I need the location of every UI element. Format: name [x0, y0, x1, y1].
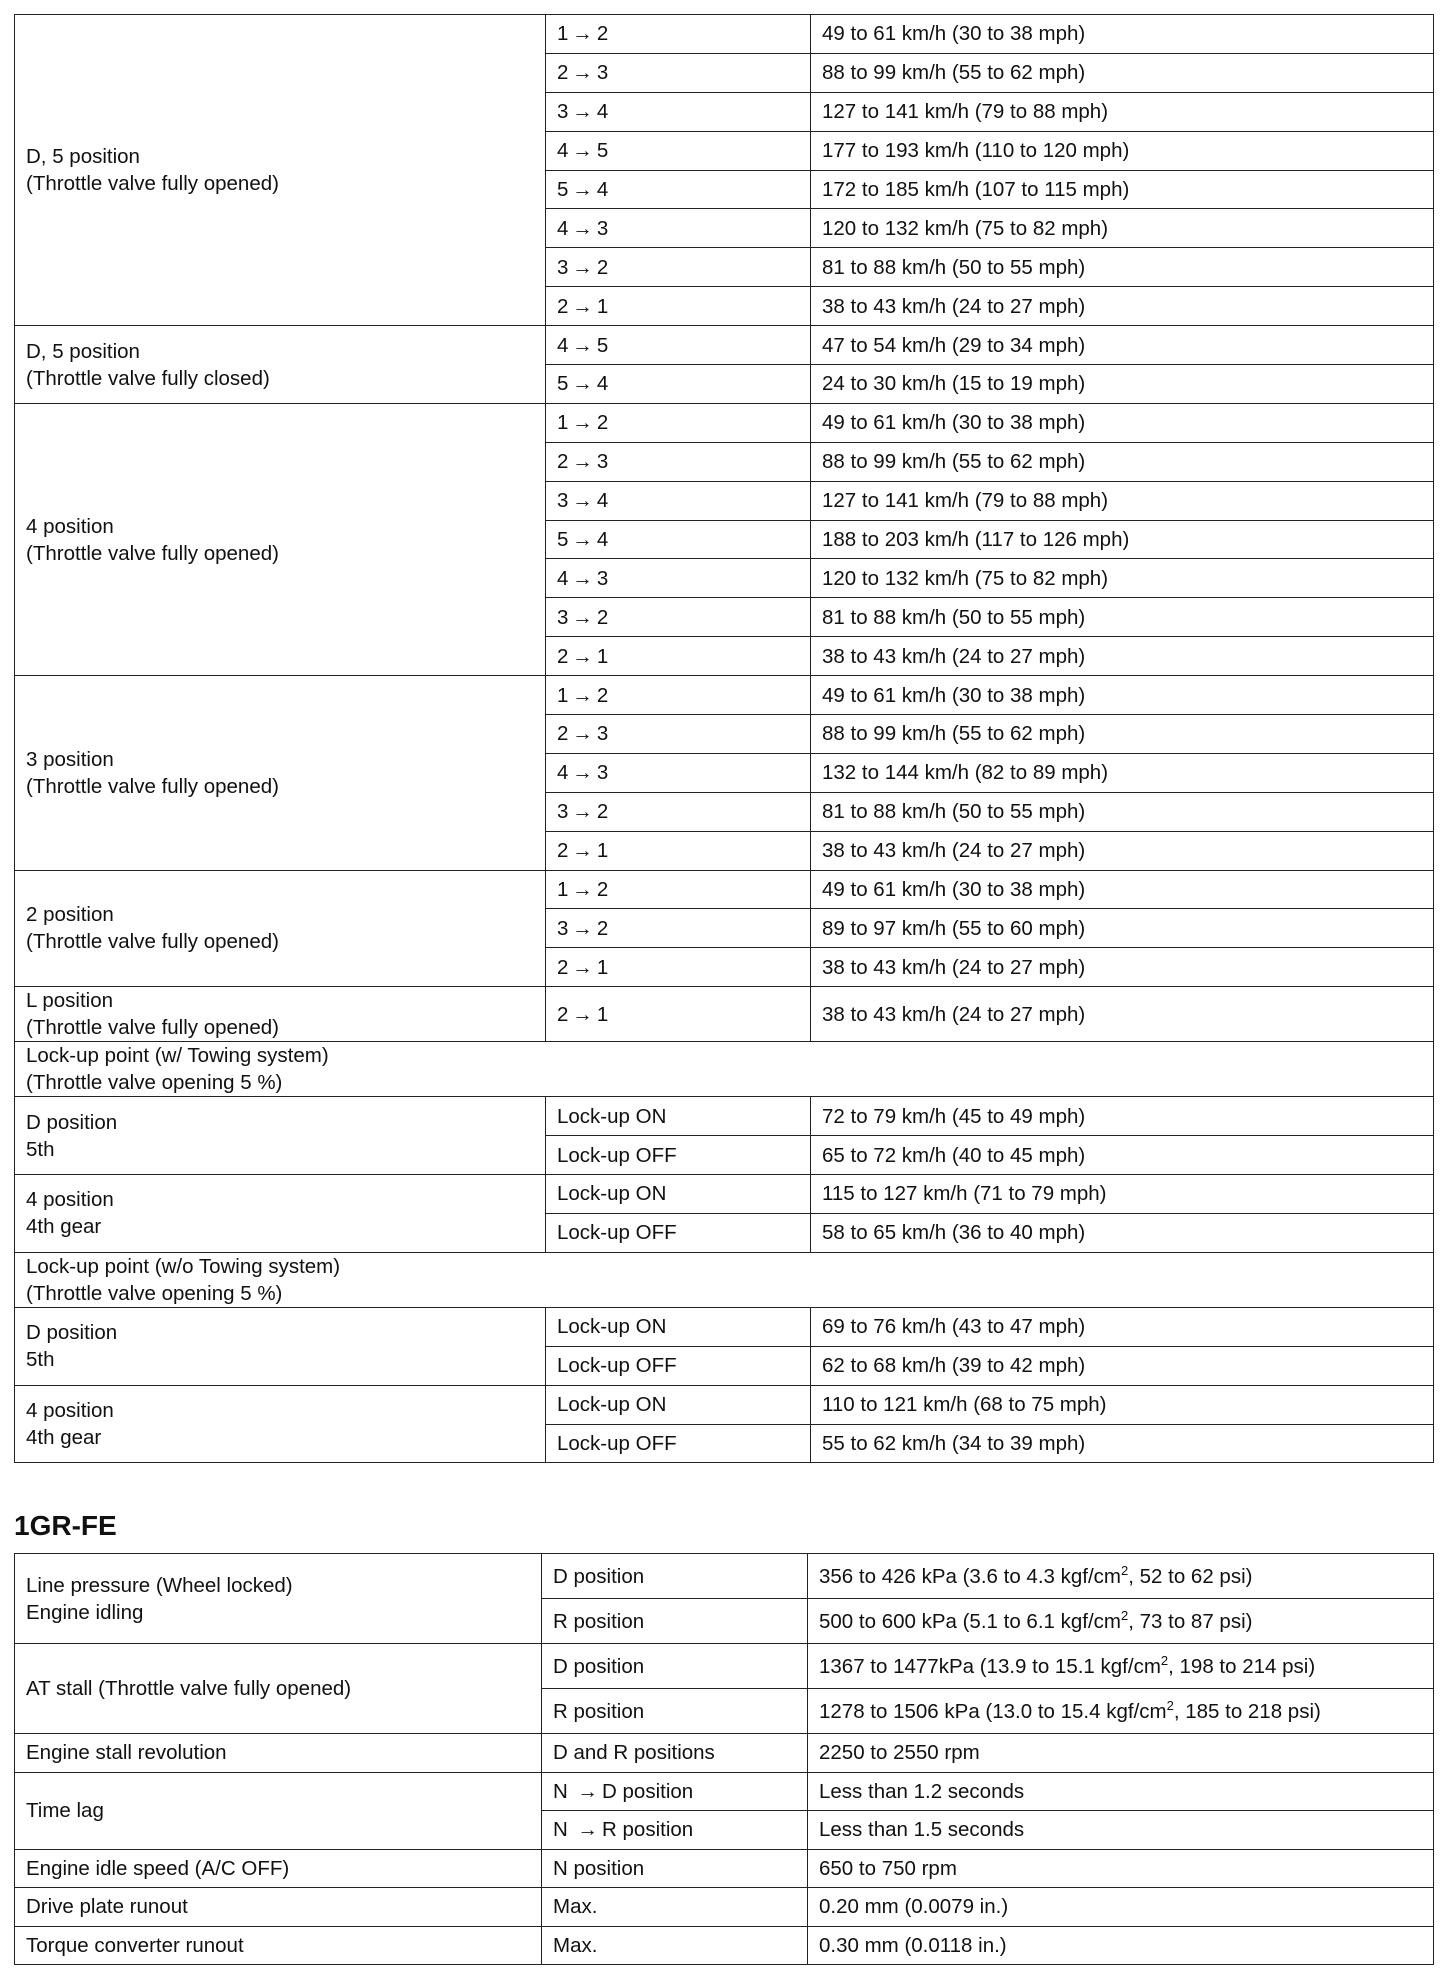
- speed-cell: 72 to 79 km/h (45 to 49 mph): [811, 1097, 1434, 1136]
- value-cell: Less than 1.2 seconds: [808, 1772, 1434, 1811]
- speed-cell: 24 to 30 km/h (15 to 19 mph): [811, 365, 1434, 404]
- table-row: [15, 1772, 1434, 1811]
- value-cell: 650 to 750 rpm: [808, 1849, 1434, 1888]
- at-stall-label: AT stall (Throttle valve fully opened): [15, 1644, 542, 1734]
- arrow-icon: →: [572, 61, 593, 85]
- table-row: [15, 1849, 1434, 1888]
- speed-cell: 38 to 43 km/h (24 to 27 mph): [811, 831, 1434, 870]
- arrow-icon: →: [572, 800, 593, 824]
- value-cell: 1278 to 1506 kPa (13.0 to 15.4 kgf/$cm^2$, 185 to 218 psi): [808, 1689, 1434, 1734]
- d5-open-label: D, 5 position (Throttle valve fully opened): [15, 15, 546, 326]
- value-cell: 2250 to 2550 rpm: [808, 1734, 1434, 1773]
- torque-converter-label: Torque converter runout: [15, 1926, 542, 1965]
- arrow-icon: →: [572, 722, 593, 746]
- speed-cell: 120 to 132 km/h (75 to 82 mph): [811, 209, 1434, 248]
- value-cell: 1367 to 1477kPa (13.9 to 15.1 kgf/$cm^2$, 198 to 214 psi): [808, 1644, 1434, 1689]
- drive-plate-label: Drive plate runout: [15, 1888, 542, 1927]
- shift-cell: 2 → 1: [546, 637, 811, 676]
- arrow-icon: →: [572, 761, 593, 785]
- condition-cell: D position: [542, 1554, 808, 1599]
- value-cell: 500 to 600 kPa (5.1 to 6.1 kgf/$cm^2$, 73 to 87 psi): [808, 1599, 1434, 1644]
- lockup-4-position-label: 4 position 4th gear: [15, 1175, 546, 1253]
- engine-spec-table: [14, 1553, 1434, 1965]
- shift-cell: 1 → 2: [546, 870, 811, 909]
- speed-cell: 55 to 62 km/h (34 to 39 mph): [811, 1424, 1434, 1463]
- arrow-icon: →: [572, 294, 593, 318]
- arrow-icon: →: [572, 605, 593, 629]
- shift-cell: 5 → 4: [546, 365, 811, 404]
- arrow-icon: →: [572, 528, 593, 552]
- table-row: [15, 403, 1434, 442]
- shift-cell: 5 → 4: [546, 170, 811, 209]
- speed-cell: 38 to 43 km/h (24 to 27 mph): [811, 987, 1434, 1042]
- shift-cell: 2 → 3: [546, 53, 811, 92]
- speed-cell: 58 to 65 km/h (36 to 40 mph): [811, 1213, 1434, 1252]
- speed-cell: 62 to 68 km/h (39 to 42 mph): [811, 1346, 1434, 1385]
- condition-cell: N position: [542, 1849, 808, 1888]
- shift-cell: 1 → 2: [546, 676, 811, 715]
- lockup-on-cell: Lock-up ON: [546, 1307, 811, 1346]
- lockup-on-cell: Lock-up ON: [546, 1385, 811, 1424]
- speed-cell: 81 to 88 km/h (50 to 55 mph): [811, 792, 1434, 831]
- table-row: [15, 326, 1434, 365]
- time-lag-label: Time lag: [15, 1772, 542, 1849]
- value-cell: 0.30 mm (0.0118 in.): [808, 1926, 1434, 1965]
- arrow-icon: →: [572, 255, 593, 279]
- lockup-on-cell: Lock-up ON: [546, 1097, 811, 1136]
- shift-cell: 4 → 3: [546, 753, 811, 792]
- value-cell: Less than 1.5 seconds: [808, 1811, 1434, 1850]
- speed-cell: 110 to 121 km/h (68 to 75 mph): [811, 1385, 1434, 1424]
- lockup-heading: Lock-up point (w/ Towing system) (Throttle valve opening 5 %): [15, 1042, 1434, 1097]
- table-row: [15, 1097, 1434, 1136]
- lockup-off-cell: Lock-up OFF: [546, 1136, 811, 1175]
- arrow-icon: →: [572, 100, 593, 124]
- table-row: [15, 1644, 1434, 1689]
- shift-cell: 2 → 3: [546, 715, 811, 754]
- lockup-heading: Lock-up point (w/o Towing system) (Throttle valve opening 5 %): [15, 1252, 1434, 1307]
- arrow-icon: →: [572, 178, 593, 201]
- shift-cell: 2 → 1: [546, 987, 811, 1042]
- speed-cell: 38 to 43 km/h (24 to 27 mph): [811, 287, 1434, 326]
- speed-cell: 38 to 43 km/h (24 to 27 mph): [811, 948, 1434, 987]
- table-row: [15, 1307, 1434, 1346]
- table-row: [15, 1554, 1434, 1599]
- shift-cell: 2 → 1: [546, 948, 811, 987]
- speed-cell: 49 to 61 km/h (30 to 38 mph): [811, 15, 1434, 54]
- arrow-icon: →: [572, 878, 593, 902]
- arrow-icon: →: [572, 489, 593, 513]
- speed-cell: 127 to 141 km/h (79 to 88 mph): [811, 481, 1434, 520]
- shift-cell: 4 → 5: [546, 326, 811, 365]
- condition-cell: Max.: [542, 1888, 808, 1927]
- speed-cell: 65 to 72 km/h (40 to 45 mph): [811, 1136, 1434, 1175]
- speed-cell: 49 to 61 km/h (30 to 38 mph): [811, 870, 1434, 909]
- speed-cell: 127 to 141 km/h (79 to 88 mph): [811, 92, 1434, 131]
- table-row: [15, 1385, 1434, 1424]
- arrow-icon: →: [572, 216, 593, 240]
- table-row: [15, 676, 1434, 715]
- position-l-label: L position (Throttle valve fully opened): [15, 987, 546, 1042]
- speed-cell: 188 to 203 km/h (117 to 126 mph): [811, 520, 1434, 559]
- shift-cell: 5 → 4: [546, 520, 811, 559]
- condition-cell: R position: [542, 1689, 808, 1734]
- speed-cell: 88 to 99 km/h (55 to 62 mph): [811, 53, 1434, 92]
- arrow-icon: →: [572, 683, 593, 707]
- shift-cell: 2 → 3: [546, 442, 811, 481]
- speed-cell: 38 to 43 km/h (24 to 27 mph): [811, 637, 1434, 676]
- shift-cell: 3 → 2: [546, 248, 811, 287]
- lockup-d-position-label: D position 5th: [15, 1097, 546, 1175]
- arrow-icon: →: [572, 644, 593, 668]
- arrow-icon: →: [572, 839, 593, 863]
- arrow-icon: →: [572, 1002, 593, 1026]
- speed-cell: 89 to 97 km/h (55 to 60 mph): [811, 909, 1434, 948]
- position-2-label: 2 position (Throttle valve fully opened): [15, 870, 546, 987]
- value-cell: 356 to 426 kPa (3.6 to 4.3 kgf/$cm^2$, 52 to 62 psi): [808, 1554, 1434, 1599]
- lockup-d-position-label: D position 5th: [15, 1307, 546, 1385]
- shift-cell: 1 → 2: [546, 403, 811, 442]
- d5-closed-label: D, 5 position (Throttle valve fully closed): [15, 326, 546, 404]
- idle-speed-label: Engine idle speed (A/C OFF): [15, 1849, 542, 1888]
- table-row: [15, 870, 1434, 909]
- shift-cell: 1 → 2: [546, 15, 811, 54]
- speed-cell: 69 to 76 km/h (43 to 47 mph): [811, 1307, 1434, 1346]
- condition-cell: D and R positions: [542, 1734, 808, 1773]
- table-row: [15, 987, 1434, 1042]
- shift-cell: 3 → 2: [546, 598, 811, 637]
- condition-cell: D position: [542, 1644, 808, 1689]
- speed-cell: 81 to 88 km/h (50 to 55 mph): [811, 598, 1434, 637]
- engine-model-heading: 1GR-FE: [14, 1510, 117, 1541]
- lockup-on-cell: Lock-up ON: [546, 1175, 811, 1214]
- shift-cell: 3 → 4: [546, 481, 811, 520]
- table-row: [15, 1888, 1434, 1927]
- speed-cell: 172 to 185 km/h (107 to 115 mph): [811, 170, 1434, 209]
- speed-cell: 120 to 132 km/h (75 to 82 mph): [811, 559, 1434, 598]
- shift-point-table: [14, 14, 1434, 1463]
- arrow-icon: →: [572, 916, 593, 940]
- table-row: [15, 1252, 1434, 1307]
- arrow-icon: →: [572, 955, 593, 979]
- speed-cell: 88 to 99 km/h (55 to 62 mph): [811, 715, 1434, 754]
- condition-cell: Max.: [542, 1926, 808, 1965]
- position-3-label: 3 position (Throttle valve fully opened): [15, 676, 546, 870]
- arrow-icon: →: [572, 450, 593, 474]
- speed-cell: 47 to 54 km/h (29 to 34 mph): [811, 326, 1434, 365]
- shift-cell: 3 → 4: [546, 92, 811, 131]
- arrow-icon: →: [572, 566, 593, 590]
- line-pressure-label: Line pressure (Wheel locked) Engine idling: [15, 1554, 542, 1644]
- table-row: [15, 15, 1434, 54]
- shift-cell: 3 → 2: [546, 792, 811, 831]
- value-cell: 0.20 mm (0.0079 in.): [808, 1888, 1434, 1927]
- arrow-icon: →: [572, 372, 593, 396]
- shift-cell: 4 → 3: [546, 559, 811, 598]
- shift-cell: 2 → 1: [546, 287, 811, 326]
- table-row: [15, 1926, 1434, 1965]
- speed-cell: 49 to 61 km/h (30 to 38 mph): [811, 403, 1434, 442]
- arrow-icon: →: [572, 139, 593, 163]
- speed-cell: 88 to 99 km/h (55 to 62 mph): [811, 442, 1434, 481]
- speed-cell: 177 to 193 km/h (110 to 120 mph): [811, 131, 1434, 170]
- lockup-off-cell: Lock-up OFF: [546, 1346, 811, 1385]
- speed-cell: 115 to 127 km/h (71 to 79 mph): [811, 1175, 1434, 1214]
- lockup-off-cell: Lock-up OFF: [546, 1213, 811, 1252]
- shift-cell: 3 → 2: [546, 909, 811, 948]
- table-row: [15, 1734, 1434, 1773]
- condition-cell: R position: [542, 1599, 808, 1644]
- condition-cell: N → D position: [542, 1772, 808, 1811]
- speed-cell: 49 to 61 km/h (30 to 38 mph): [811, 676, 1434, 715]
- shift-cell: 4 → 5: [546, 131, 811, 170]
- shift-cell: 4 → 3: [546, 209, 811, 248]
- speed-cell: 132 to 144 km/h (82 to 89 mph): [811, 753, 1434, 792]
- speed-cell: 81 to 88 km/h (50 to 55 mph): [811, 248, 1434, 287]
- arrow-icon: →: [572, 333, 593, 357]
- arrow-icon: →: [577, 1779, 599, 1803]
- arrow-icon: →: [572, 411, 593, 435]
- table-row: [15, 1175, 1434, 1214]
- arrow-icon: →: [572, 22, 593, 46]
- stall-rev-label: Engine stall revolution: [15, 1734, 542, 1773]
- position-4-label: 4 position (Throttle valve fully opened): [15, 403, 546, 675]
- condition-cell: N → R position: [542, 1811, 808, 1850]
- lockup-4-position-label: 4 position 4th gear: [15, 1385, 546, 1463]
- arrow-icon: →: [577, 1818, 599, 1842]
- shift-cell: 2 → 1: [546, 831, 811, 870]
- lockup-off-cell: Lock-up OFF: [546, 1424, 811, 1463]
- table-row: [15, 1042, 1434, 1097]
